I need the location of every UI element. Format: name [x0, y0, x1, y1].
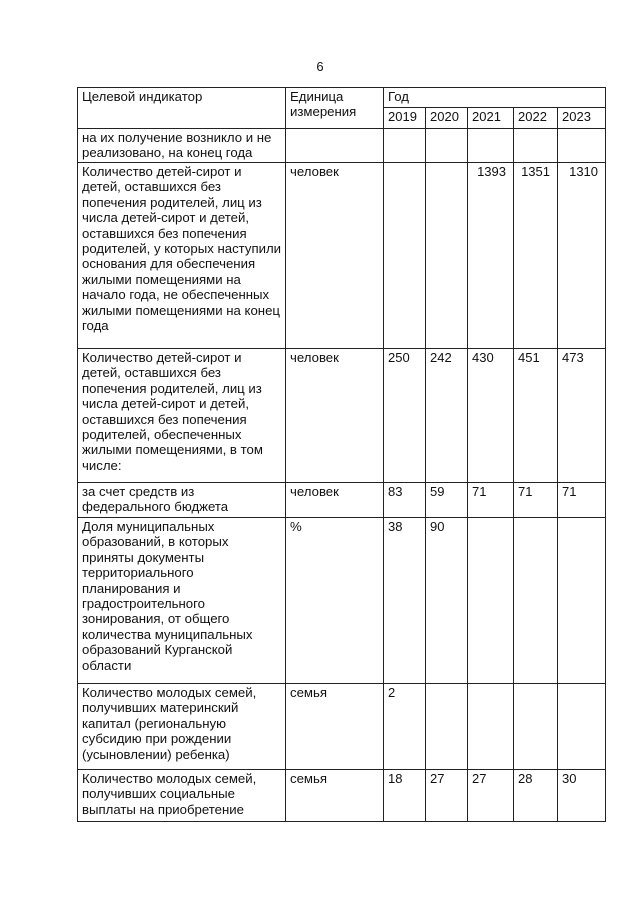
- header-year-2020: 2020: [426, 108, 468, 129]
- indicator-cell: Количество молодых семей, получивших материнский капитал (региональную субсидию при рождении (усыновлении) ребенка): [78, 684, 286, 770]
- value-cell: [468, 684, 514, 770]
- value-cell: [514, 684, 558, 770]
- value-cell: [558, 129, 606, 163]
- table-row: [78, 684, 606, 770]
- value-cell: [558, 518, 606, 684]
- value-cell: [468, 129, 514, 163]
- indicator-cell: Количество детей-сирот и детей, оставшихся без попечения родителей, лиц из числа детей-сирот и детей, оставшихся без попечения родителей, обеспеченных жилыми помещениями, в том числе:: [78, 349, 286, 483]
- value-cell: 242: [426, 349, 468, 483]
- indicator-cell: на их получение возникло и не реализовано, на конец года: [78, 129, 286, 163]
- value-cell: 430: [468, 349, 514, 483]
- header-year: Год: [384, 88, 606, 108]
- unit-cell: [286, 129, 384, 163]
- value-cell: [384, 163, 426, 349]
- header-row: [78, 88, 606, 108]
- value-cell: [426, 129, 468, 163]
- value-cell: 18: [384, 770, 426, 822]
- value-cell: 83: [384, 483, 426, 518]
- unit-cell: человек: [286, 483, 384, 518]
- table-row: [78, 129, 606, 163]
- header-year-2019: 2019: [384, 108, 426, 129]
- table-row: [78, 483, 606, 518]
- header-unit: Единица измерения: [286, 88, 384, 129]
- header-year-2021: 2021: [468, 108, 514, 129]
- value-cell: 30: [558, 770, 606, 822]
- value-cell: 59: [426, 483, 468, 518]
- value-cell: [514, 518, 558, 684]
- table-row: [78, 518, 606, 684]
- value-cell: 38: [384, 518, 426, 684]
- unit-cell: человек: [286, 163, 384, 349]
- indicator-cell: Количество детей-сирот и детей, оставшихся без попечения родителей, лиц из числа детей-сирот и детей, оставшихся без попечения родителей, у которых наступили основания для обеспечения жилыми помещениями на начало года, не обеспеченных жилыми помещениями на конец года: [78, 163, 286, 349]
- value-cell: 71: [558, 483, 606, 518]
- value-cell: 473: [558, 349, 606, 483]
- value-cell: 27: [426, 770, 468, 822]
- unit-cell: семья: [286, 770, 384, 822]
- value-cell: [384, 129, 426, 163]
- unit-cell: %: [286, 518, 384, 684]
- table-row: [78, 770, 606, 822]
- table-row: [78, 349, 606, 483]
- value-cell: [514, 129, 558, 163]
- value-cell: [468, 518, 514, 684]
- header-year-2022: 2022: [514, 108, 558, 129]
- value-cell: 71: [514, 483, 558, 518]
- value-cell: [426, 163, 468, 349]
- indicator-cell: Доля муниципальных образований, в которых приняты документы территориального планирования и градостроительного зонирования, от общего количества муниципальных образований Курганской области: [78, 518, 286, 684]
- header-year-2023: 2023: [558, 108, 606, 129]
- value-cell: 28: [514, 770, 558, 822]
- page-number: 6: [316, 59, 324, 74]
- value-cell: 1351: [514, 163, 558, 349]
- value-cell: 71: [468, 483, 514, 518]
- indicator-cell: за счет средств из федерального бюджета: [78, 483, 286, 518]
- value-cell: 1393: [468, 163, 514, 349]
- value-cell: 250: [384, 349, 426, 483]
- value-cell: 90: [426, 518, 468, 684]
- value-cell: [426, 684, 468, 770]
- value-cell: 27: [468, 770, 514, 822]
- value-cell: [558, 684, 606, 770]
- value-cell: 451: [514, 349, 558, 483]
- value-cell: 1310: [558, 163, 606, 349]
- unit-cell: человек: [286, 349, 384, 483]
- unit-cell: семья: [286, 684, 384, 770]
- indicators-table: [77, 87, 606, 822]
- header-indicator: Целевой индикатор: [78, 88, 286, 129]
- value-cell: 2: [384, 684, 426, 770]
- table-row: [78, 163, 606, 349]
- indicator-cell: Количество молодых семей, получивших социальные выплаты на приобретение: [78, 770, 286, 822]
